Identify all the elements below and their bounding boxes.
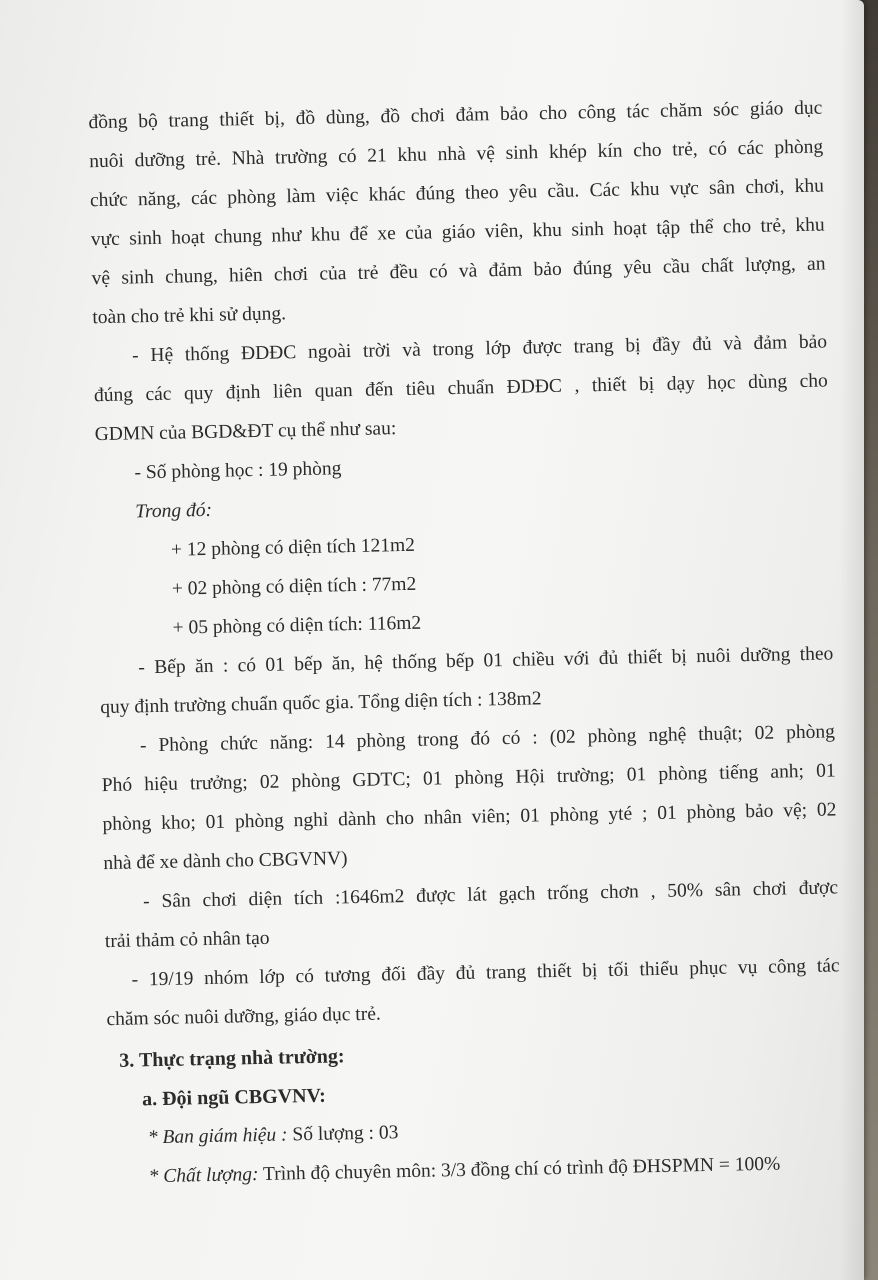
text-line-7: - Hệ thống ĐDĐC ngoài trời và trong lớp được trang bị đầy đủ và đảm bảo [131, 331, 828, 367]
text-line-24: chăm sóc nuôi dưỡng, giáo dục trẻ. [106, 1003, 381, 1031]
text-line-19: phòng kho; 01 phòng nghỉ dành cho nhân viên; 01 phòng yté ; 01 phòng bảo vệ; 02 [102, 799, 837, 836]
bgh-line [148, 1120, 399, 1151]
subsection-heading: a. Đội ngũ CBGVNV: [141, 1084, 327, 1111]
text-line-21: - Sân chơi diện tích :1646m2 được lát gạch trống chơn , 50% sân chơi được [142, 877, 839, 913]
text-line-9: GDMN của BGD&ĐT cụ thể như sau: [94, 418, 397, 446]
trong-do-label: Trong đó: [135, 499, 213, 523]
room-item-2: + 02 phòng có diện tích : 77m2 [171, 573, 417, 600]
text-line-18: Phó hiệu trưởng; 02 phòng GDTC; 01 phòng Hội trường; 01 phòng tiếng anh; 01 [101, 760, 836, 797]
rooms-count-line: - Số phòng học : 19 phòng [134, 458, 342, 484]
text-line-8: đúng các quy định liên quan đến tiêu chuẩn ĐDĐC , thiết bị dạy học dùng cho [93, 370, 829, 407]
text-line-2: nuôi dưỡng trẻ. Nhà trường có 21 khu nhà vệ sinh khép kín cho trẻ, có các phòng [89, 136, 824, 173]
text-line-20: nhà để xe dành cho CBGVNV) [103, 848, 348, 875]
bgh-label: * Ban giám hiệu : [147, 1124, 288, 1149]
room-item-3: + 05 phòng có diện tích: 116m2 [172, 612, 422, 639]
text-line-6: toàn cho trẻ khi sử dụng. [92, 303, 287, 329]
section-heading: 3. Thực trạng nhà trường: [119, 1045, 345, 1072]
text-line-3: chức năng, các phòng làm việc khác đúng theo yêu cầu. Các khu vực sân chơi, khu [89, 175, 825, 212]
text-line-15: - Bếp ăn : có 01 bếp ăn, hệ thống bếp 01 chiều với đủ thiết bị nuôi dưỡng theo [138, 643, 834, 679]
text-line-17: - Phòng chức năng: 14 phòng trong đó có : (02 phòng nghệ thuật; 02 phòng [139, 721, 836, 757]
text-line-1: đồng bộ trang thiết bị, đồ dùng, đồ chơi đảm bảo cho công tác chăm sóc giáo dục [88, 97, 823, 134]
text-line-4: vực sinh hoạt chung như khu để xe của giáo viên, khu sinh hoạt tập thể cho trẻ, khu [90, 214, 825, 251]
text-line-22: trải thảm cỏ nhân tạo [104, 927, 270, 953]
text-line-16: quy định trường chuẩn quốc gia. Tổng diện tích : 138m2 [100, 688, 542, 719]
chat-luong-label: * Chất lượng: [148, 1164, 259, 1188]
chat-luong-text: Trình độ chuyên môn: 3/3 đồng chí có trình độ ĐHSPMN = 100% [258, 1153, 781, 1186]
chat-luong-line [148, 1152, 780, 1191]
room-item-1: + 12 phòng có diện tích 121m2 [170, 534, 416, 561]
bgh-text: Số lượng : 03 [287, 1122, 399, 1146]
text-line-5: vệ sinh chung, hiên chơi của trẻ đều có và đảm bảo đúng yêu cầu chất lượng, an [91, 253, 826, 290]
text-line-23: - 19/19 nhóm lớp có tương đối đầy đủ trang thiết bị tối thiểu phục vụ công tác [131, 955, 840, 991]
